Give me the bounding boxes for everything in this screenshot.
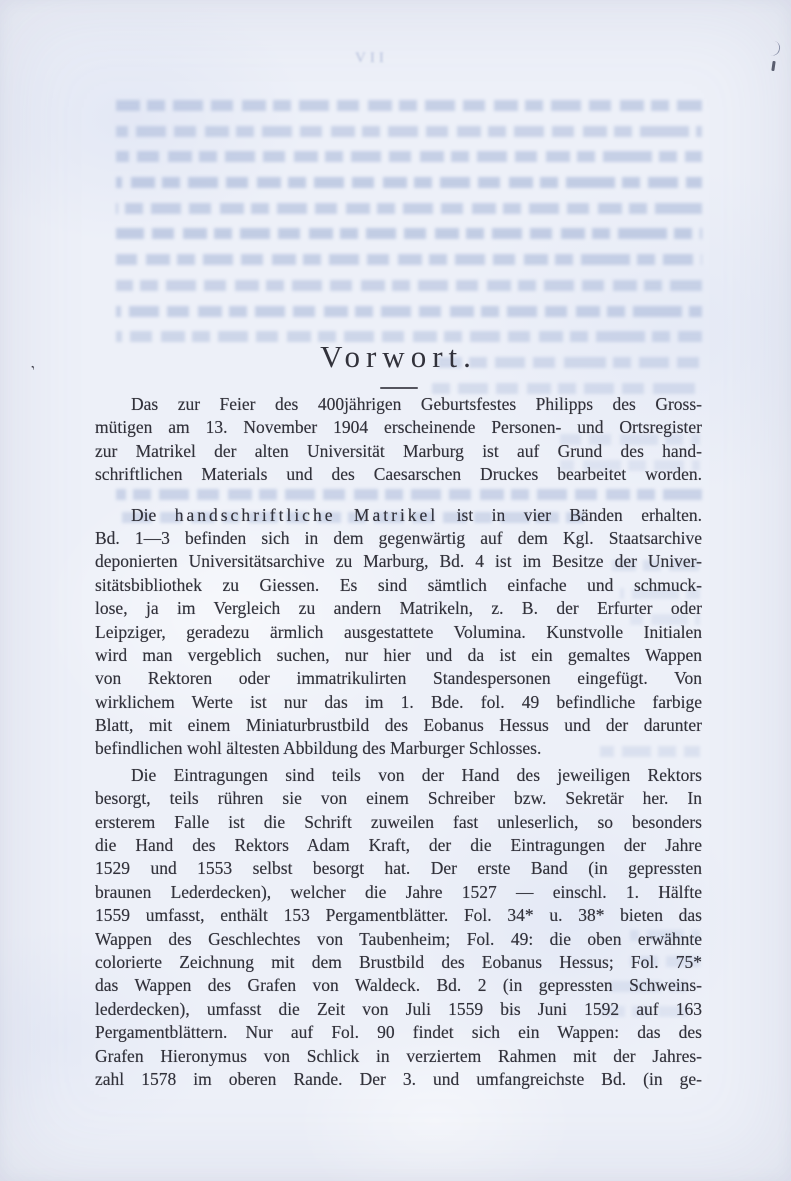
text-line: deponierten Universitätsarchive zu Marburg, Bd. 4 ist im Besitze der Univer- bbox=[95, 551, 702, 572]
text-segment bbox=[335, 505, 353, 525]
bleedthrough-line bbox=[116, 151, 702, 162]
paragraph bbox=[95, 504, 702, 761]
left-margin-pen-mark: , bbox=[24, 356, 37, 372]
text-line: schriftlichen Materials und des Caesarschen Druckes bearbeitet worden. bbox=[95, 464, 702, 485]
text-line: braunen Lederdecken), welcher die Jahre 1527 — einschl. 1. Hälfte bbox=[95, 881, 702, 902]
text-line: lederdecken), umfasst die Zeit von Juli 1559 bis Juni 1592 auf 163 bbox=[95, 998, 702, 1019]
text-line: colorierte Zeichnung mit dem Brustbild des Eobanus Hessus; Fol. 75* bbox=[95, 951, 702, 972]
bleedthrough-line bbox=[116, 228, 702, 239]
text-line: wirklichem Werte ist nur das im 1. Bde. fol. 49 befindliche farbige bbox=[95, 691, 702, 712]
bleedthrough-line bbox=[116, 306, 702, 317]
bleedthrough-line bbox=[116, 126, 702, 137]
page-number-bleedthrough: VII bbox=[355, 50, 388, 66]
text-segment: Die bbox=[131, 504, 175, 525]
letterspaced-text: handschriftliche bbox=[174, 504, 336, 525]
text-line: ersterem Falle ist die Schrift zuweilen fast unleserlich, so besonders bbox=[95, 811, 702, 832]
text-line: Pergamentblättern. Nur auf Fol. 90 findet sich ein Wappen: das des bbox=[95, 1022, 702, 1043]
text-line: lose, ja im Vergleich zu andern Matrikeln, z. B. der Erfurter oder bbox=[95, 598, 702, 619]
text-line: Wappen des Geschlechtes von Taubenheim; Fol. 49: die oben erwähnte bbox=[95, 928, 702, 949]
text-line: mütigen am 13. November 1904 erscheinende Personen- und Ortsregister bbox=[95, 417, 702, 438]
text-line: 1529 und 1553 selbst besorgt hat. Der erste Band (in gepressten bbox=[95, 858, 702, 879]
text-line: Grafen Hieronymus von Schlick in verziertem Rahmen mit der Jahres- bbox=[95, 1045, 702, 1066]
title-divider-rule bbox=[380, 387, 418, 389]
paragraph bbox=[95, 764, 702, 1091]
text-line: zahl 1578 im oberen Rande. Der 3. und umfangreichste Bd. (in ge- bbox=[95, 1068, 702, 1089]
paragraph bbox=[95, 393, 702, 487]
top-right-pen-scribble bbox=[767, 40, 781, 57]
text-line: wird man vergeblich suchen, nur hier und da ist ein gemaltes Wappen bbox=[95, 644, 702, 665]
text-line: Blatt, mit einem Miniaturbrustbild des Eobanus Hessus und der darunter bbox=[95, 715, 702, 736]
text-line: die Hand des Rektors Adam Kraft, der die Eintragungen der Jahre bbox=[95, 835, 702, 856]
letterspaced-text: Matrikel bbox=[353, 504, 439, 525]
text-line: befindlichen wohl ältesten Abbildung des Marburger Schlosses. bbox=[95, 738, 542, 759]
bleedthrough-line bbox=[116, 177, 702, 188]
text-line: zur Matrikel der alten Universität Marburg ist auf Grund des hand- bbox=[95, 440, 702, 461]
text-segment: ist in vier Bänden erhalten. bbox=[438, 504, 702, 525]
top-right-pen-dash bbox=[771, 61, 775, 71]
text-line: Das zur Feier des 400jährigen Geburtsfestes Philipps des Gross- bbox=[131, 394, 702, 414]
text-line: Die Eintragungen sind teils von der Hand des jeweiligen Rektors bbox=[131, 764, 702, 785]
text-line: das Wappen des Grafen von Waldeck. Bd. 2 (in gepressten Schweins- bbox=[95, 975, 702, 996]
bleedthrough-line bbox=[116, 100, 702, 111]
text-line: sitätsbibliothek zu Giessen. Es sind sämtlich einfache und schmuck- bbox=[95, 574, 702, 595]
page-title: Vorwort. bbox=[320, 339, 477, 374]
text-line bbox=[95, 504, 702, 527]
text-line: von Rektoren oder immatrikulirten Standespersonen eingefügt. Von bbox=[95, 668, 702, 689]
bleedthrough-line bbox=[116, 254, 702, 265]
text-line: 1559 umfasst, enthält 153 Pergamentblätter. Fol. 34* u. 38* bieten das bbox=[95, 905, 702, 926]
bleedthrough-line bbox=[116, 203, 702, 214]
body-text bbox=[95, 393, 702, 1091]
text-line: Leipziger, geradezu ärmlich ausgestattete Volumina. Kunstvolle Initialen bbox=[95, 621, 702, 642]
bleedthrough-line bbox=[116, 280, 702, 291]
text-line: besorgt, teils rühren sie von einem Schreiber bzw. Sekretär her. In bbox=[95, 788, 702, 809]
text-line: Bd. 1—3 befinden sich in dem gegenwärtig auf dem Kgl. Staatsarchive bbox=[95, 527, 702, 548]
